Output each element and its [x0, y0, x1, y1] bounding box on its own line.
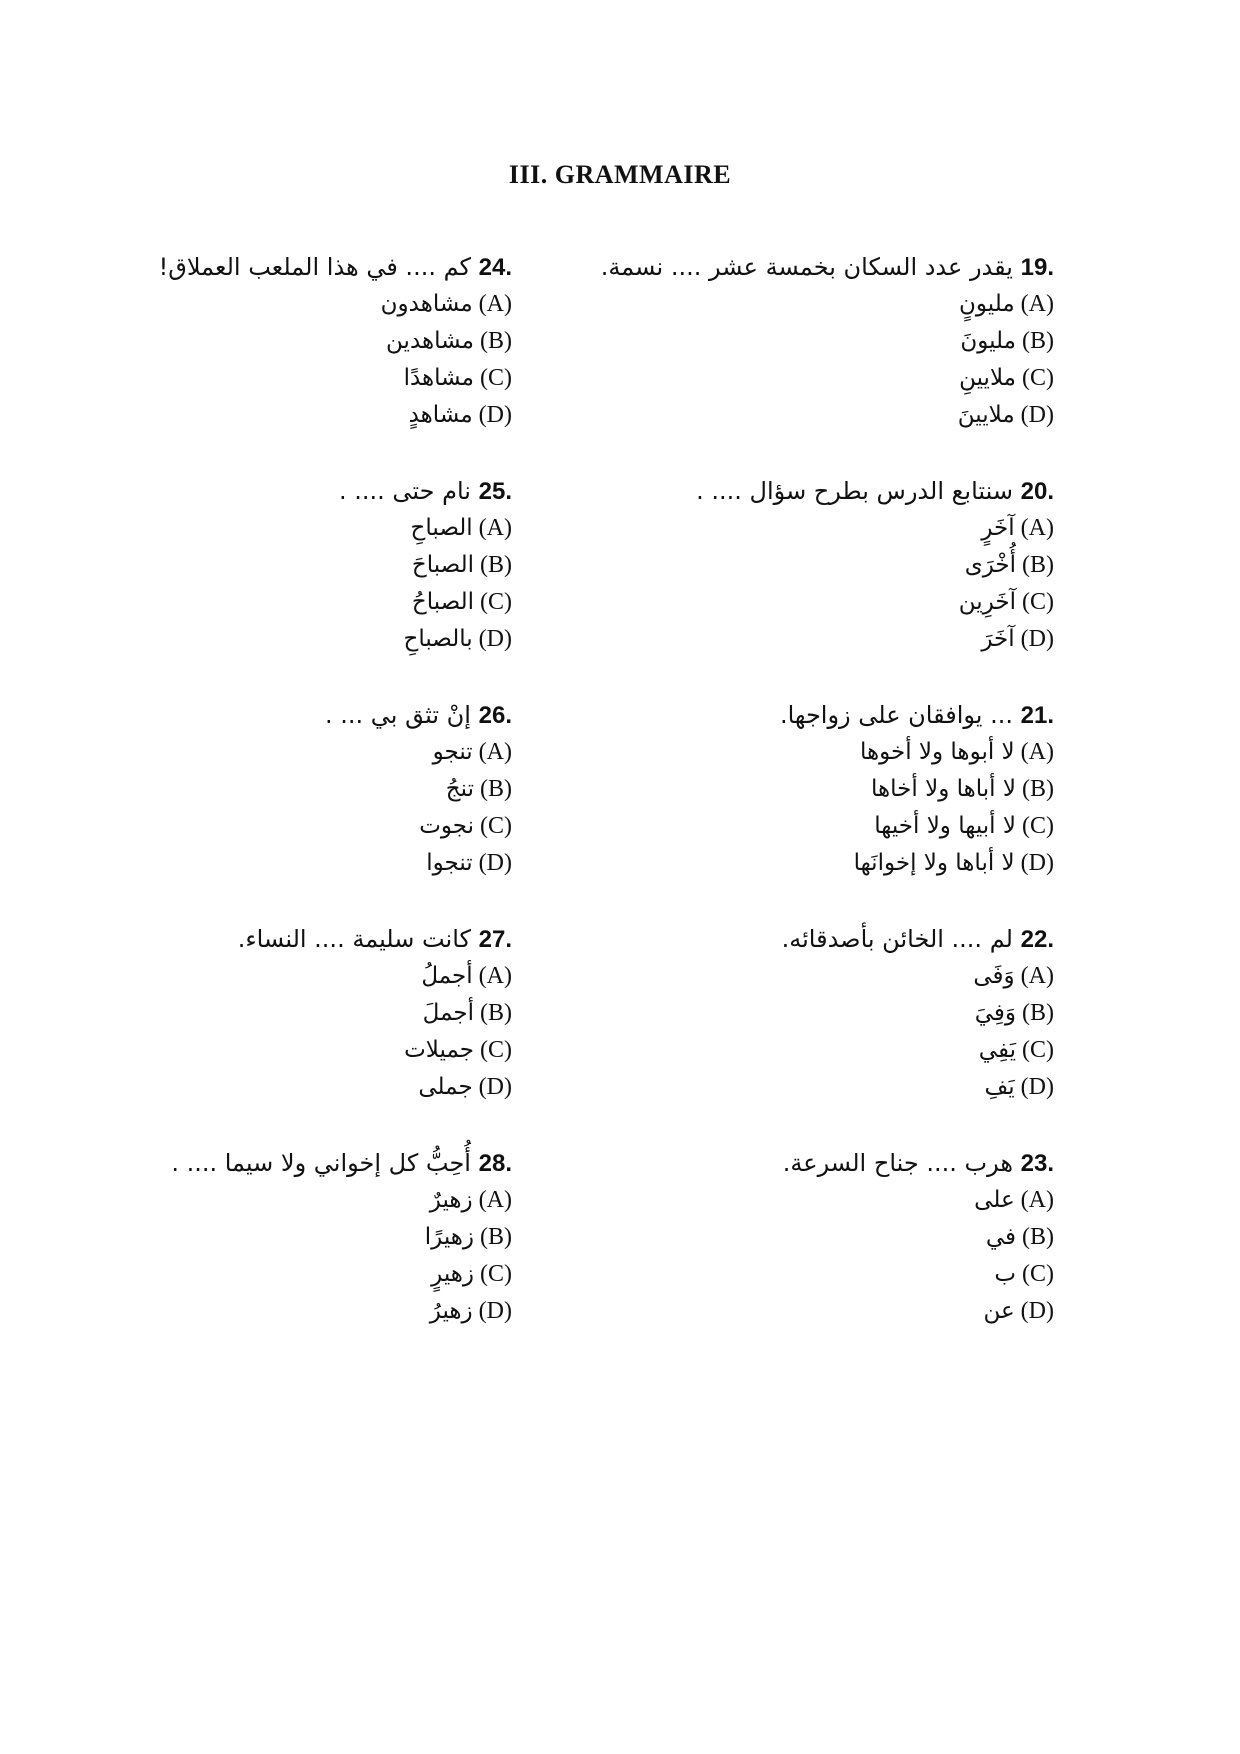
option-letter: (C) [1022, 589, 1054, 615]
option-b[interactable] [112, 771, 512, 808]
option-letter: (D) [478, 1298, 512, 1324]
option-text: أجملُ [421, 963, 473, 989]
option-letter: (A) [478, 1187, 512, 1213]
question-number: 27. [478, 926, 512, 953]
option-text: الصباحَ [411, 552, 474, 578]
option-letter: (B) [1022, 1224, 1054, 1250]
option-letter: (C) [1022, 813, 1054, 839]
option-letter: (D) [478, 402, 512, 428]
question-number: 20. [1020, 478, 1054, 505]
option-letter: (D) [1020, 1074, 1054, 1100]
question-stem [594, 248, 1054, 286]
question-stem [594, 696, 1054, 734]
option-letter: (D) [478, 1074, 512, 1100]
option-b[interactable] [594, 1219, 1054, 1256]
option-b[interactable] [112, 995, 512, 1032]
option-letter: (B) [480, 328, 512, 354]
option-d[interactable] [594, 1069, 1054, 1106]
question-stem [594, 472, 1054, 510]
option-letter: (D) [1020, 626, 1054, 652]
option-d[interactable] [594, 845, 1054, 882]
questions-column-left [112, 248, 512, 1368]
option-text: زهيرٌ [429, 1187, 473, 1213]
option-b[interactable] [112, 1219, 512, 1256]
option-d[interactable] [594, 397, 1054, 434]
questions-column-right [594, 248, 1054, 1368]
option-b[interactable] [112, 323, 512, 360]
option-text: في [985, 1224, 1016, 1250]
option-letter: (A) [1020, 291, 1054, 317]
option-text: جملى [418, 1074, 473, 1100]
option-a[interactable] [594, 286, 1054, 323]
option-a[interactable] [112, 510, 512, 547]
option-letter: (D) [1020, 850, 1054, 876]
option-b[interactable] [594, 771, 1054, 808]
option-letter: (C) [480, 813, 512, 839]
option-text: وَفَى [973, 963, 1015, 989]
option-text: لا أباها ولا أخاها [871, 776, 1016, 802]
option-letter: (A) [1020, 963, 1054, 989]
option-a[interactable] [112, 286, 512, 323]
option-text: مشاهدًا [403, 365, 474, 391]
option-text: مشاهدين [386, 328, 474, 354]
option-text: مشاهدون [380, 291, 473, 317]
question-text: لم .... الخائن بأصدقائه. [781, 925, 1013, 953]
question-27 [112, 920, 512, 1144]
option-letter: (B) [480, 552, 512, 578]
option-letter: (C) [1022, 1037, 1054, 1063]
question-stem [112, 472, 512, 510]
option-letter: (A) [478, 963, 512, 989]
option-text: آخَرَ [981, 626, 1015, 652]
option-text: ملايينِ [959, 365, 1016, 391]
option-a[interactable] [594, 510, 1054, 547]
option-text: الصباحِ [410, 515, 473, 541]
option-b[interactable] [594, 547, 1054, 584]
option-d[interactable] [594, 621, 1054, 658]
option-text: زهيرًا [424, 1224, 474, 1250]
option-letter: (D) [1020, 1298, 1054, 1324]
option-text: زهيرٍ [431, 1261, 474, 1287]
question-number: 23. [1020, 1150, 1054, 1177]
option-text: لا أبيها ولا أخيها [874, 813, 1016, 839]
option-letter: (C) [480, 589, 512, 615]
option-letter: (D) [1020, 402, 1054, 428]
page-title: III. GRAMMAIRE [508, 160, 732, 189]
option-text: نجوت [419, 813, 474, 839]
option-letter: (C) [1022, 1261, 1054, 1287]
question-25 [112, 472, 512, 696]
option-text: وَفِيَ [974, 1000, 1016, 1026]
option-letter: (D) [478, 626, 512, 652]
question-21 [594, 696, 1054, 920]
option-a[interactable] [112, 734, 512, 771]
option-letter: (B) [1022, 328, 1054, 354]
option-text: تنجوا [426, 850, 473, 876]
question-text: أُحِبُّ كل إخواني ولا سيما .... . [171, 1149, 471, 1177]
option-text: لا أبوها ولا أخوها [859, 739, 1015, 765]
option-letter: (C) [480, 1037, 512, 1063]
option-c[interactable] [594, 808, 1054, 845]
option-c[interactable] [594, 584, 1054, 621]
question-28 [112, 1144, 512, 1368]
option-text: لا أباها ولا إخوانَها [853, 850, 1015, 876]
question-22 [594, 920, 1054, 1144]
option-d[interactable] [112, 1293, 512, 1330]
question-number: 28. [478, 1150, 512, 1177]
option-letter: (A) [1020, 515, 1054, 541]
option-c[interactable] [112, 584, 512, 621]
question-number: 25. [478, 478, 512, 505]
option-text: تنجُ [445, 776, 474, 802]
option-a[interactable] [594, 734, 1054, 771]
option-text: أجملَ [422, 1000, 474, 1026]
option-c[interactable] [112, 1256, 512, 1293]
option-text: مشاهدٍ [408, 402, 473, 428]
question-stem [112, 696, 512, 734]
option-text: ملايينَ [957, 402, 1015, 428]
question-text: نام حتى .... . [339, 477, 471, 505]
option-text: آخَرِين [958, 589, 1016, 615]
option-c[interactable] [594, 1256, 1054, 1293]
question-text: كم .... في هذا الملعب العملاق! [158, 253, 471, 281]
option-a[interactable] [112, 958, 512, 995]
option-a[interactable] [112, 1182, 512, 1219]
option-text: ب [994, 1261, 1016, 1287]
option-text: عن [983, 1298, 1015, 1324]
option-letter: (C) [1022, 365, 1054, 391]
question-number: 22. [1020, 926, 1054, 953]
option-text: جميلات [404, 1037, 474, 1063]
option-a[interactable] [594, 958, 1054, 995]
option-a[interactable] [594, 1182, 1054, 1219]
question-text: كانت سليمة .... النساء. [237, 925, 471, 953]
question-number: 19. [1020, 254, 1054, 281]
option-text: على [974, 1187, 1015, 1213]
question-text: هرب .... جناح السرعة. [782, 1149, 1013, 1177]
option-b[interactable] [594, 995, 1054, 1032]
option-c[interactable] [112, 808, 512, 845]
question-text: سنتابع الدرس بطرح سؤال .... . [696, 477, 1013, 505]
question-text: ... يوافقان على زواجها. [779, 701, 1013, 729]
option-d[interactable] [112, 845, 512, 882]
option-b[interactable] [594, 323, 1054, 360]
option-letter: (C) [480, 365, 512, 391]
option-letter: (A) [478, 739, 512, 765]
option-letter: (B) [1022, 552, 1054, 578]
option-text: زهيرُ [429, 1298, 473, 1324]
option-letter: (A) [478, 515, 512, 541]
option-text: الصباحُ [411, 589, 474, 615]
question-stem [594, 920, 1054, 958]
question-stem [594, 1144, 1054, 1182]
question-stem [112, 920, 512, 958]
option-text: يَفِي [978, 1037, 1016, 1063]
question-stem [112, 1144, 512, 1182]
option-c[interactable] [594, 360, 1054, 397]
question-stem [112, 248, 512, 286]
option-d[interactable] [112, 1069, 512, 1106]
option-letter: (B) [480, 776, 512, 802]
question-24 [112, 248, 512, 472]
question-19 [594, 248, 1054, 472]
question-text: يقدر عدد السكان بخمسة عشر .... نسمة. [600, 253, 1013, 281]
question-number: 24. [478, 254, 512, 281]
option-letter: (B) [1022, 1000, 1054, 1026]
option-letter: (B) [480, 1224, 512, 1250]
option-letter: (D) [478, 850, 512, 876]
option-c[interactable] [594, 1032, 1054, 1069]
option-d[interactable] [112, 621, 512, 658]
option-letter: (B) [1022, 776, 1054, 802]
option-text: تنجو [432, 739, 473, 765]
option-c[interactable] [112, 360, 512, 397]
question-20 [594, 472, 1054, 696]
option-letter: (A) [1020, 1187, 1054, 1213]
question-text: إنْ تثق بي ... . [325, 701, 471, 729]
option-text: بالصباحِ [403, 626, 473, 652]
option-letter: (A) [1020, 739, 1054, 765]
option-text: يَفِ [984, 1074, 1015, 1100]
option-letter: (A) [478, 291, 512, 317]
question-number: 21. [1020, 702, 1054, 729]
option-b[interactable] [112, 547, 512, 584]
option-letter: (B) [480, 1000, 512, 1026]
question-26 [112, 696, 512, 920]
option-text: آخَرٍ [981, 515, 1015, 541]
question-number: 26. [478, 702, 512, 729]
question-23 [594, 1144, 1054, 1368]
option-c[interactable] [112, 1032, 512, 1069]
option-d[interactable] [112, 397, 512, 434]
option-letter: (C) [480, 1261, 512, 1287]
option-text: مليونَ [960, 328, 1016, 354]
option-text: أُخْرَى [964, 552, 1016, 578]
option-d[interactable] [594, 1293, 1054, 1330]
option-text: مليونٍ [959, 291, 1015, 317]
